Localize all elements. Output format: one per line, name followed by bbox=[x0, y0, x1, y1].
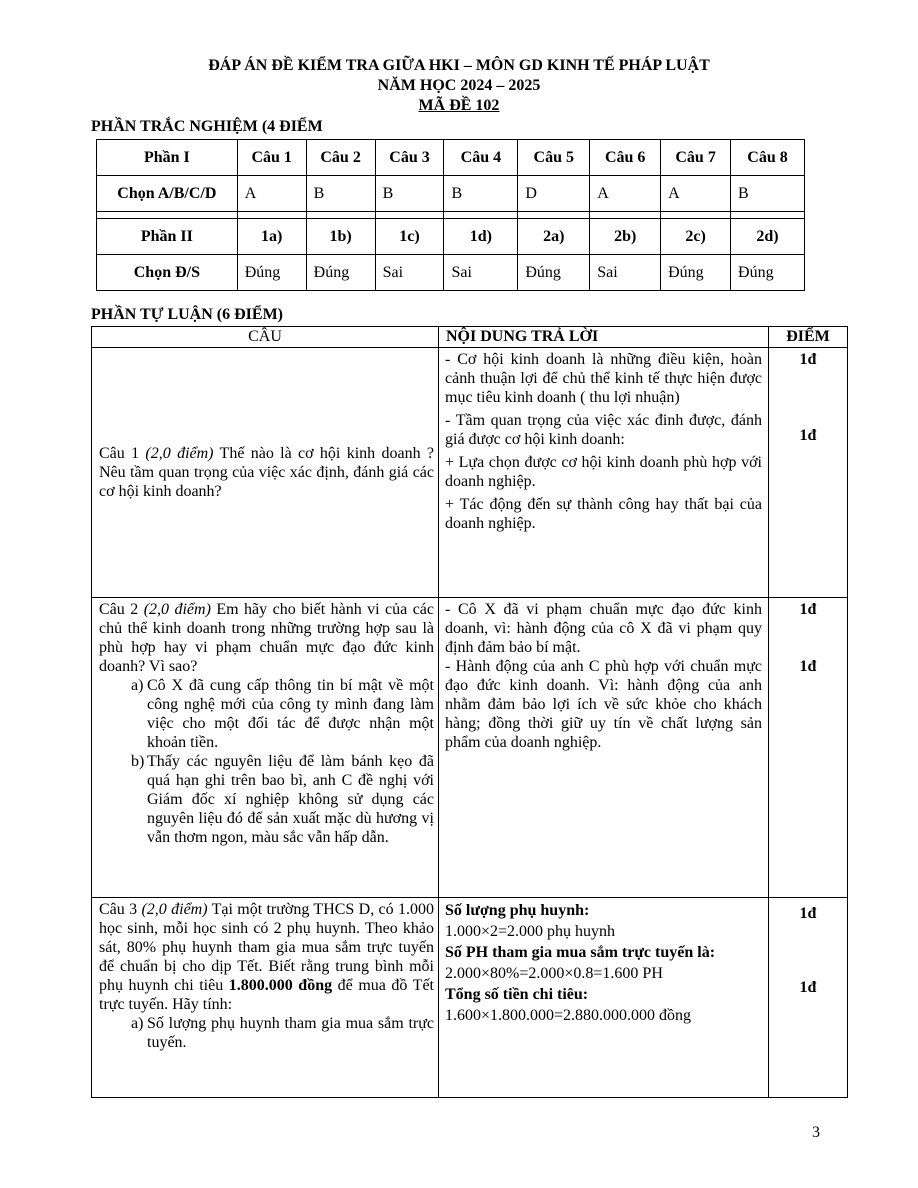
q3-text-before: Tại một trường THCS D, có 1.000 học sinh, mỗi học sinh có 2 phụ huynh. Theo khảo sát, 80% phụ huynh tham gia mua sắm trực tuyến để chuẩn bị cho dịp Tết. Biết rằng trung bình mỗi phụ huynh chi tiêu bbox=[99, 901, 434, 994]
part2-answer: Đúng bbox=[518, 255, 590, 291]
q3-answer-value: 1.000×2=2.000 phụ huynh bbox=[445, 923, 616, 940]
page-number: 3 bbox=[812, 1124, 820, 1141]
part2-question: 1d) bbox=[444, 219, 518, 255]
part1-answer-label: Chọn A/B/C/D bbox=[97, 176, 238, 212]
part1-answer-row bbox=[97, 176, 805, 212]
q3-answer-heading: Tổng số tiền chi tiêu: bbox=[445, 986, 589, 1003]
q2-point: 1đ bbox=[799, 658, 817, 675]
q2-question bbox=[92, 598, 439, 898]
q1-prefix: Câu 1 bbox=[99, 445, 146, 462]
q2-answer bbox=[439, 598, 769, 898]
q1-text: Thế nào là cơ hội kinh doanh ? Nêu tầm quan trọng của việc xác định, đánh giá các cơ hội kinh doanh? bbox=[99, 445, 434, 500]
q3-point: 1đ bbox=[799, 905, 817, 922]
part1-label: Phần I bbox=[97, 140, 238, 176]
q1-point: 1đ bbox=[799, 351, 817, 368]
exam-code: MÃ ĐỀ 102 bbox=[418, 97, 500, 114]
q3-item-text: Số lượng phụ huynh tham gia mua sắm trực tuyến. bbox=[147, 1015, 434, 1051]
col-points-header: ĐIỂM bbox=[769, 327, 848, 348]
q3-text-bold: 1.800.000 đồng bbox=[228, 977, 333, 994]
q2-item-b bbox=[99, 752, 434, 847]
part1-answer: A bbox=[237, 176, 306, 212]
q1-answer-line: + Tác động đến sự thành công hay thất bại của doanh nghiệp. bbox=[445, 496, 762, 532]
part2-question: 2c) bbox=[661, 219, 731, 255]
part2-answer: Đúng bbox=[306, 255, 375, 291]
part1-question: Câu 4 bbox=[444, 140, 518, 176]
q2-point: 1đ bbox=[799, 601, 817, 618]
part1-answer: B bbox=[731, 176, 805, 212]
part1-question: Câu 1 bbox=[237, 140, 306, 176]
part2-answer: Sai bbox=[375, 255, 444, 291]
q1-answer bbox=[439, 348, 769, 598]
essay-row-q2 bbox=[92, 598, 848, 898]
section-multiple-choice-title: PHẦN TRẮC NGHIỆM (4 ĐIỂM bbox=[91, 118, 323, 135]
part2-answer: Đúng bbox=[731, 255, 805, 291]
part2-question: 1b) bbox=[306, 219, 375, 255]
part2-question: 1c) bbox=[375, 219, 444, 255]
section-essay-title: PHẦN TỰ LUẬN (6 ĐIỂM) bbox=[91, 306, 283, 323]
multiple-choice-answer-table bbox=[96, 139, 805, 291]
q3-point: 1đ bbox=[799, 979, 817, 996]
q3-item-label: a) bbox=[131, 1015, 144, 1032]
part2-question: 1a) bbox=[237, 219, 306, 255]
part1-answer: B bbox=[375, 176, 444, 212]
q3-text-after: để mua đồ Tết trực tuyến. Hãy tính: bbox=[99, 977, 434, 1013]
part2-question: 2b) bbox=[590, 219, 661, 255]
part2-header-row bbox=[97, 219, 805, 255]
school-year: NĂM HỌC 2024 – 2025 bbox=[377, 77, 541, 94]
part1-answer: B bbox=[444, 176, 518, 212]
col-answer-header: NỘI DUNG TRẢ LỜI bbox=[439, 327, 769, 348]
q3-points-note: (2,0 điểm) bbox=[141, 901, 208, 918]
part1-question: Câu 2 bbox=[306, 140, 375, 176]
q1-points bbox=[769, 348, 848, 598]
q3-prefix: Câu 3 bbox=[99, 901, 142, 918]
q3-points bbox=[769, 898, 848, 1098]
part2-answer: Đúng bbox=[237, 255, 306, 291]
q2-item-text: Thấy các nguyên liệu để làm bánh kẹo đã quá hạn ghi trên bao bì, anh C đề nghị với Giám đốc xí nghiệp không sử dụng các nguyên liệu đó để sản xuất mặc dù hương vị vẫn thơm ngon, màu sắc vẫn hấp dẫn. bbox=[147, 753, 434, 846]
q2-text: Em hãy cho biết hành vi của các chủ thể kinh doanh trong những trường hợp sau là phù hợp hay vi phạm chuẩn mực đạo đức kinh doanh? Vì sao? bbox=[99, 601, 434, 675]
part1-question: Câu 5 bbox=[518, 140, 590, 176]
essay-header-row bbox=[92, 327, 848, 348]
q3-item-a bbox=[99, 1014, 434, 1052]
essay-row-q3 bbox=[92, 898, 848, 1098]
q1-points-note: (2,0 điểm) bbox=[145, 445, 214, 462]
q2-answer-line: - Hành động của anh C phù hợp với chuẩn mực đạo đức kinh doanh. Vì: hành động của anh nhằm đảm bảo lợi ích về sức khỏe cho khách hàng; đồng thời giữ uy tín về chất lượng sản phẩm của doanh nghiệp. bbox=[445, 658, 762, 751]
part1-question: Câu 8 bbox=[731, 140, 805, 176]
part2-label: Phần II bbox=[97, 219, 238, 255]
q1-answer-line: - Tầm quan trọng của việc xác đinh được, đánh giá được cơ hội kinh doanh: bbox=[445, 412, 762, 448]
q1-point: 1đ bbox=[799, 427, 817, 444]
part2-answer: Sai bbox=[444, 255, 518, 291]
part2-answer: Sai bbox=[590, 255, 661, 291]
doc-title: ĐÁP ÁN ĐỀ KIỂM TRA GIỮA HKI – MÔN GD KINH TẾ PHÁP LUẬT bbox=[208, 57, 710, 74]
q3-question bbox=[92, 898, 439, 1098]
q3-answer-heading: Số lượng phụ huynh: bbox=[445, 902, 590, 919]
essay-row-q1 bbox=[92, 348, 848, 598]
q2-item-a bbox=[99, 676, 434, 752]
q1-answer-line: + Lựa chọn được cơ hội kinh doanh phù hợp với doanh nghiệp. bbox=[445, 454, 762, 490]
part1-answer: A bbox=[661, 176, 731, 212]
q2-points-note: (2,0 điểm) bbox=[143, 601, 211, 618]
q2-prefix: Câu 2 bbox=[99, 601, 144, 618]
q1-answer-line: - Cơ hội kinh doanh là những điều kiện, hoàn cảnh thuận lợi để chủ thể kinh tế thực hiện được mục tiêu kinh doanh ( thu lợi nhuận) bbox=[445, 351, 762, 406]
essay-answer-table bbox=[91, 326, 848, 1098]
part1-question: Câu 7 bbox=[661, 140, 731, 176]
part2-question: 2d) bbox=[731, 219, 805, 255]
part1-answer: D bbox=[518, 176, 590, 212]
part1-header-row bbox=[97, 140, 805, 176]
q2-item-text: Cô X đã cung cấp thông tin bí mật về một công nghệ mới của công ty mình đang làm việc cho một đối tác để được nhận một khoản tiền. bbox=[147, 677, 434, 751]
q2-points bbox=[769, 598, 848, 898]
part1-answer: A bbox=[590, 176, 661, 212]
q2-answer-line: - Cô X đã vi phạm chuẩn mực đạo đức kinh doanh, vì: hành động của cô X đã vi phạm quy định đảm bảo bí mật. bbox=[445, 601, 762, 656]
q3-answer-value: 1.600×1.800.000=2.880.000.000 đồng bbox=[445, 1007, 692, 1024]
part2-answer: Đúng bbox=[661, 255, 731, 291]
q2-item-label: b) bbox=[131, 753, 145, 770]
q3-answer-value: 2.000×80%=2.000×0.8=1.600 PH bbox=[445, 965, 663, 982]
part2-answer-row bbox=[97, 255, 805, 291]
q3-answer-heading: Số PH tham gia mua sắm trực tuyến là: bbox=[445, 944, 716, 961]
q1-question bbox=[92, 348, 439, 598]
part1-question: Câu 3 bbox=[375, 140, 444, 176]
q3-answer bbox=[439, 898, 769, 1098]
part2-answer-label: Chọn Đ/S bbox=[97, 255, 238, 291]
col-question-header: CÂU bbox=[92, 327, 439, 348]
part1-answer: B bbox=[306, 176, 375, 212]
q2-item-label: a) bbox=[131, 677, 144, 694]
part1-question: Câu 6 bbox=[590, 140, 661, 176]
part2-question: 2a) bbox=[518, 219, 590, 255]
